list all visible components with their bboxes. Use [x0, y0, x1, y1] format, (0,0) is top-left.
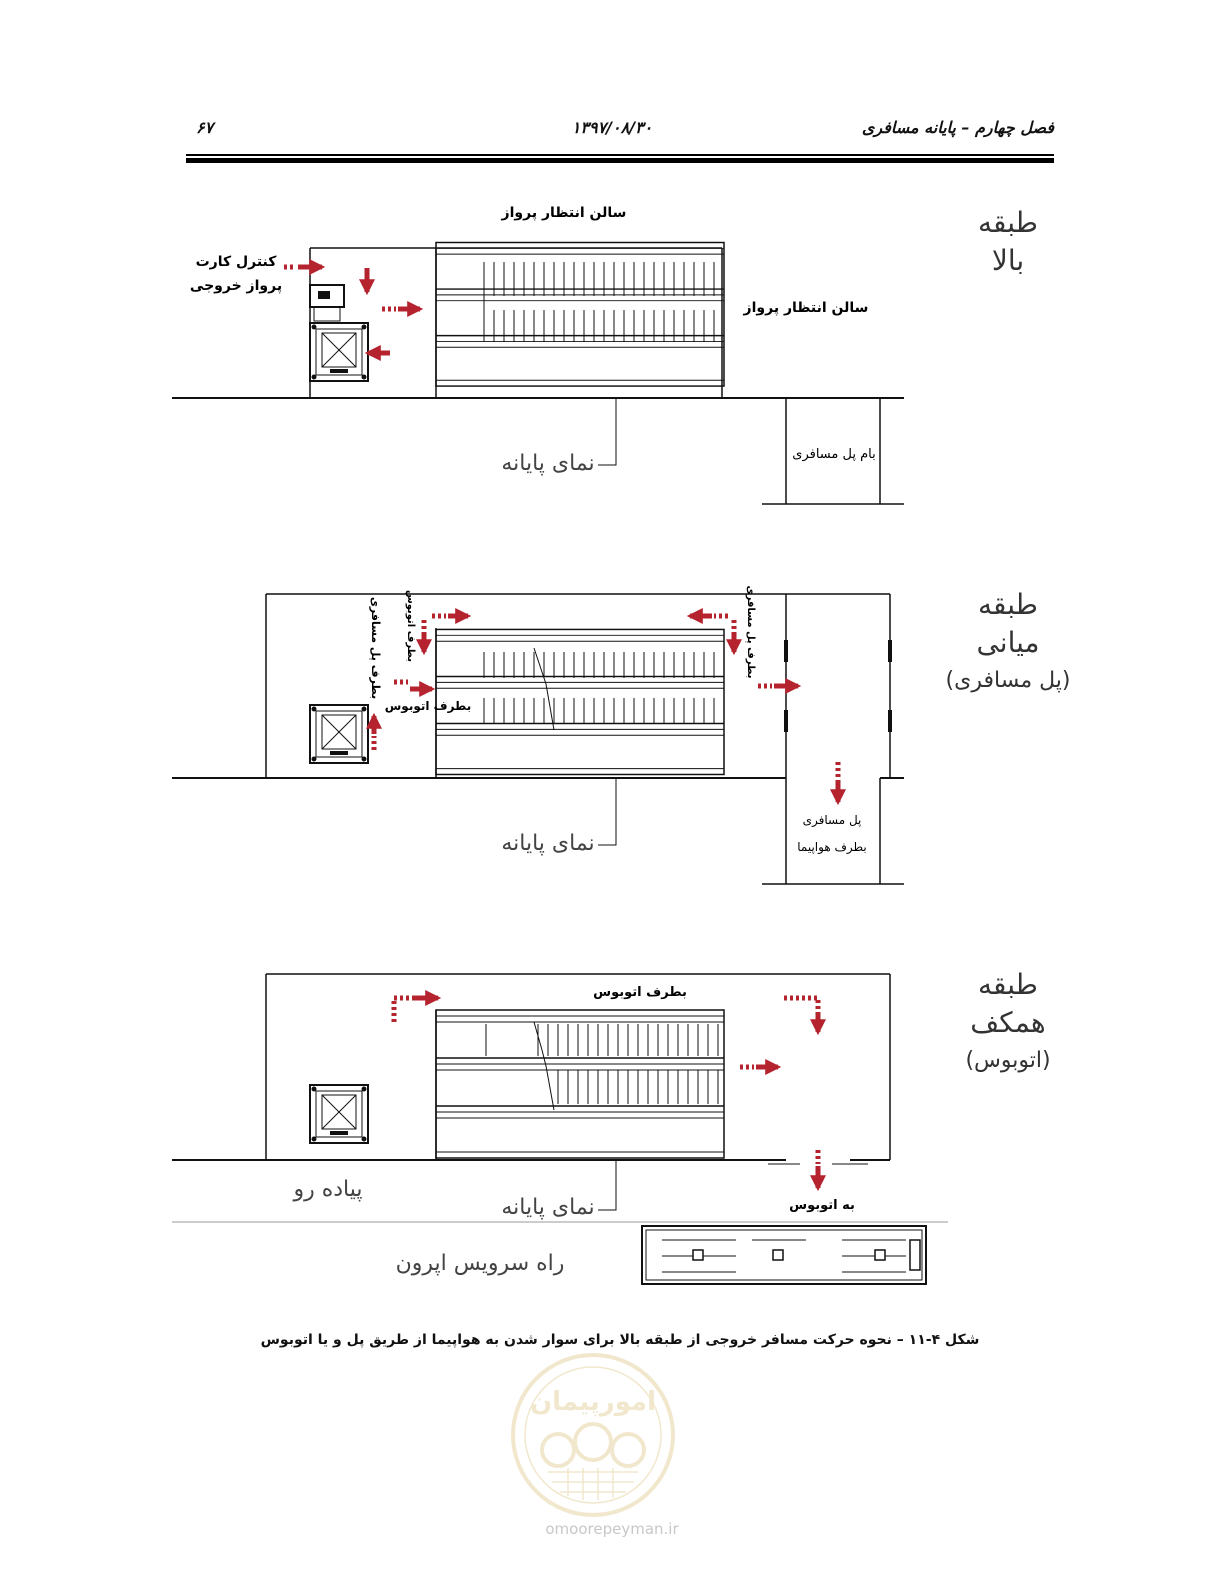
- apron-road-label: راه سرویس اپرون: [395, 1251, 565, 1276]
- bus-icon: [642, 1226, 926, 1284]
- ground-to-bus-top-label: بطرف اتوبوس: [593, 985, 687, 1000]
- middle-to-bus-vertical-label: بطرف اتوبوس: [405, 589, 416, 663]
- chapter-title: فصل چهارم – پایانه مسافری: [861, 118, 1054, 137]
- middle-to-bridge-right-label: بطرف پل مسافری: [745, 585, 756, 679]
- watermark-logo-icon: [508, 1350, 678, 1520]
- floor-middle-line1: طبقه: [978, 588, 1038, 621]
- site-url: omoorepeyman.ir: [545, 1520, 679, 1538]
- floor-ground-line3: (اتوبوس): [965, 1048, 1051, 1073]
- sidewalk-label: پیاده رو: [293, 1177, 363, 1202]
- upper-flow-arrows: [284, 267, 420, 353]
- middle-facade-label: نمای پایانه: [501, 831, 595, 856]
- card-control-label-2: پرواز خروجی: [189, 278, 283, 294]
- floor-upper-line2: بالا: [991, 244, 1025, 277]
- figure-caption: شکل ۴-۱۱ – نحوه حرکت مسافر خروجی از طبقه بالا برای سوار شدن به هواپیما از طریق پل و یا اتوبوس: [260, 1332, 980, 1348]
- page-number: ۶۷: [196, 118, 214, 137]
- upper-facade-label: نمای پایانه: [501, 451, 595, 476]
- bridge-label-1: پل مسافری: [802, 813, 862, 827]
- bridge-label-2: بطرف هواپیما: [797, 840, 867, 854]
- middle-to-bridge-left-label: بطرف پل مسافری: [369, 596, 382, 700]
- header-date: ۱۳۹۷/۰۸/۳۰: [571, 118, 653, 137]
- upper-escalator-steps: [484, 262, 714, 342]
- floor-ground-line1: طبقه: [978, 968, 1038, 1001]
- upper-waiting-right-label: سالن انتظار پرواز: [743, 300, 869, 316]
- watermark-text: امورپیمان: [529, 1387, 657, 1417]
- ground-to-bus-exit-label: به اتوبوس: [789, 1198, 855, 1213]
- ground-escalator-steps: [486, 1022, 718, 1110]
- floor-middle-line3: (پل مسافری): [945, 668, 1071, 693]
- floor-middle-line2: میانی: [976, 626, 1040, 659]
- card-control-label-1: کنترل کارت: [195, 254, 277, 270]
- ground-facade-label: نمای پایانه: [501, 1195, 595, 1220]
- floor-upper-line1: طبقه: [978, 206, 1038, 239]
- middle-to-bus-label: بطرف اتوبوس: [384, 699, 472, 713]
- floor-ground-line2: همکف: [970, 1006, 1046, 1039]
- ground-floor-plan: [172, 974, 948, 1284]
- bridge-roof-label: بام پل مسافری: [792, 447, 876, 462]
- middle-escalator-steps: [484, 648, 714, 730]
- upper-waiting-top-label: سالن انتظار پرواز: [501, 205, 627, 221]
